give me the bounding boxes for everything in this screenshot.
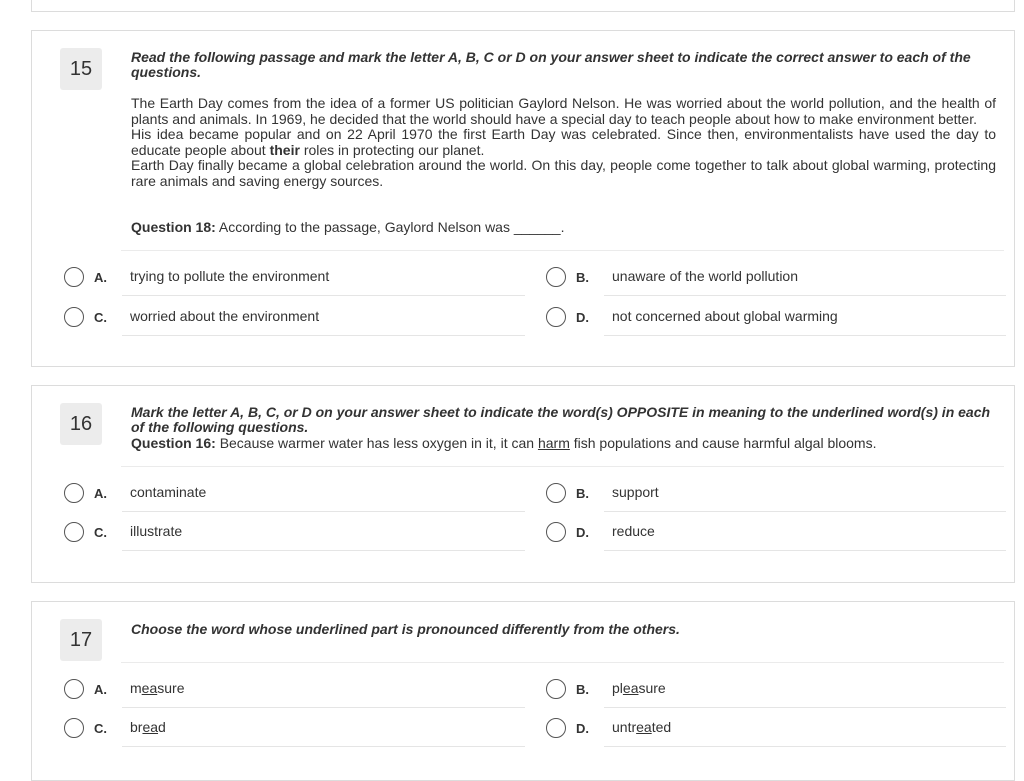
reading-passage xyxy=(131,96,996,189)
underlined-part: ea xyxy=(142,719,159,735)
option-d[interactable] xyxy=(546,716,1006,746)
option-text[interactable]: contaminate xyxy=(130,484,207,500)
divider xyxy=(121,466,1004,467)
option-letter: B. xyxy=(576,270,589,285)
question-number: 17 xyxy=(60,619,102,661)
option-text[interactable]: trying to pollute the environment xyxy=(130,268,330,284)
divider xyxy=(121,662,1004,663)
option-letter: D. xyxy=(576,525,589,540)
option-letter: D. xyxy=(576,721,589,736)
option-text[interactable]: worried about the environment xyxy=(130,308,320,324)
radio-button[interactable] xyxy=(64,483,84,503)
option-c[interactable] xyxy=(64,716,525,746)
option-letter: B. xyxy=(576,486,589,501)
option-letter: B. xyxy=(576,682,589,697)
option-d[interactable] xyxy=(546,520,1006,550)
option-text[interactable]: measure xyxy=(130,680,185,696)
passage-paragraph: The Earth Day comes from the idea of a former US politician Gaylord Nelson. He was worried about the world pollution, and the health of plants and animals. In 1969, he decided that the world should have a special day to teach people about how to make environment better. xyxy=(131,95,996,127)
radio-button[interactable] xyxy=(546,718,566,738)
option-text[interactable]: bread xyxy=(130,719,166,735)
option-text[interactable]: illustrate xyxy=(130,523,183,539)
option-letter: A. xyxy=(94,682,107,697)
option-a[interactable] xyxy=(64,265,525,295)
option-text[interactable]: unaware of the world pollution xyxy=(612,268,799,284)
option-a[interactable] xyxy=(64,481,525,511)
option-a[interactable] xyxy=(64,677,525,707)
option-c[interactable] xyxy=(64,520,525,550)
option-underline xyxy=(604,511,1006,512)
option-b[interactable] xyxy=(546,677,1006,707)
question-text: Question 18: According to the passage, Gaylord Nelson was ______. xyxy=(131,219,565,235)
option-text[interactable]: reduce xyxy=(612,523,655,539)
question-instruction: Choose the word whose underlined part is pronounced differently from the others. xyxy=(131,621,680,637)
option-c[interactable] xyxy=(64,305,525,335)
option-text[interactable]: untreated xyxy=(612,719,672,735)
question-card-17 xyxy=(31,601,1015,781)
underlined-part: ea xyxy=(141,680,158,696)
option-letter: C. xyxy=(94,310,107,325)
option-b[interactable] xyxy=(546,481,1006,511)
radio-button[interactable] xyxy=(546,679,566,699)
option-letter: A. xyxy=(94,486,107,501)
underlined-part: ea xyxy=(622,680,639,696)
radio-button[interactable] xyxy=(64,267,84,287)
option-underline xyxy=(122,707,525,708)
option-underline xyxy=(122,335,525,336)
option-letter: C. xyxy=(94,525,107,540)
question-card-16 xyxy=(31,385,1015,583)
option-underline xyxy=(122,746,525,747)
option-underline xyxy=(122,295,525,296)
option-letter: D. xyxy=(576,310,589,325)
option-text[interactable]: not concerned about global warming xyxy=(612,308,838,324)
option-underline xyxy=(604,550,1006,551)
option-underline xyxy=(604,295,1006,296)
underlined-part: ea xyxy=(636,719,652,735)
option-underline xyxy=(604,746,1006,747)
question-card-15 xyxy=(31,30,1015,367)
option-letter: C. xyxy=(94,721,107,736)
emphasized-word: their xyxy=(269,141,300,158)
previous-question-card xyxy=(31,0,1015,12)
radio-button[interactable] xyxy=(64,307,84,327)
question-label: Question 16: xyxy=(131,435,216,451)
option-underline xyxy=(604,335,1006,336)
option-letter: A. xyxy=(94,270,107,285)
option-underline xyxy=(604,707,1006,708)
question-text: Question 16: Because warmer water has less oxygen in it, it can harm fish populations and cause harmful algal blooms. xyxy=(131,435,877,451)
radio-button[interactable] xyxy=(546,307,566,327)
option-underline xyxy=(122,511,525,512)
option-text[interactable]: pleasure xyxy=(612,680,666,696)
passage-paragraph: His idea became popular and on 22 April 1970 the first Earth Day was celebrated. Since then, environmentalists have used the day to educate people about their roles in protecting our planet. xyxy=(131,126,996,158)
option-text[interactable]: support xyxy=(612,484,659,500)
divider xyxy=(121,250,1004,251)
radio-button[interactable] xyxy=(546,267,566,287)
option-b[interactable] xyxy=(546,265,1006,295)
radio-button[interactable] xyxy=(64,679,84,699)
passage-paragraph: Earth Day finally became a global celebration around the world. On this day, people come together to talk about global warming, protecting rare animals and saving energy sources. xyxy=(131,157,996,189)
radio-button[interactable] xyxy=(64,522,84,542)
radio-button[interactable] xyxy=(546,483,566,503)
underlined-word: harm xyxy=(537,435,570,451)
question-number: 16 xyxy=(60,403,102,445)
option-d[interactable] xyxy=(546,305,1006,335)
radio-button[interactable] xyxy=(546,522,566,542)
option-underline xyxy=(122,550,525,551)
question-instruction: Read the following passage and mark the letter A, B, C or D on your answer sheet to indicate the correct answer to each of the questions. xyxy=(131,49,971,80)
question-number: 15 xyxy=(60,48,102,90)
question-label: Question 18: xyxy=(131,219,216,235)
radio-button[interactable] xyxy=(64,718,84,738)
question-instruction: Mark the letter A, B, C, or D on your answer sheet to indicate the word(s) OPPOSITE in meaning to the underlined word(s) in each of the following questions. xyxy=(131,404,991,435)
